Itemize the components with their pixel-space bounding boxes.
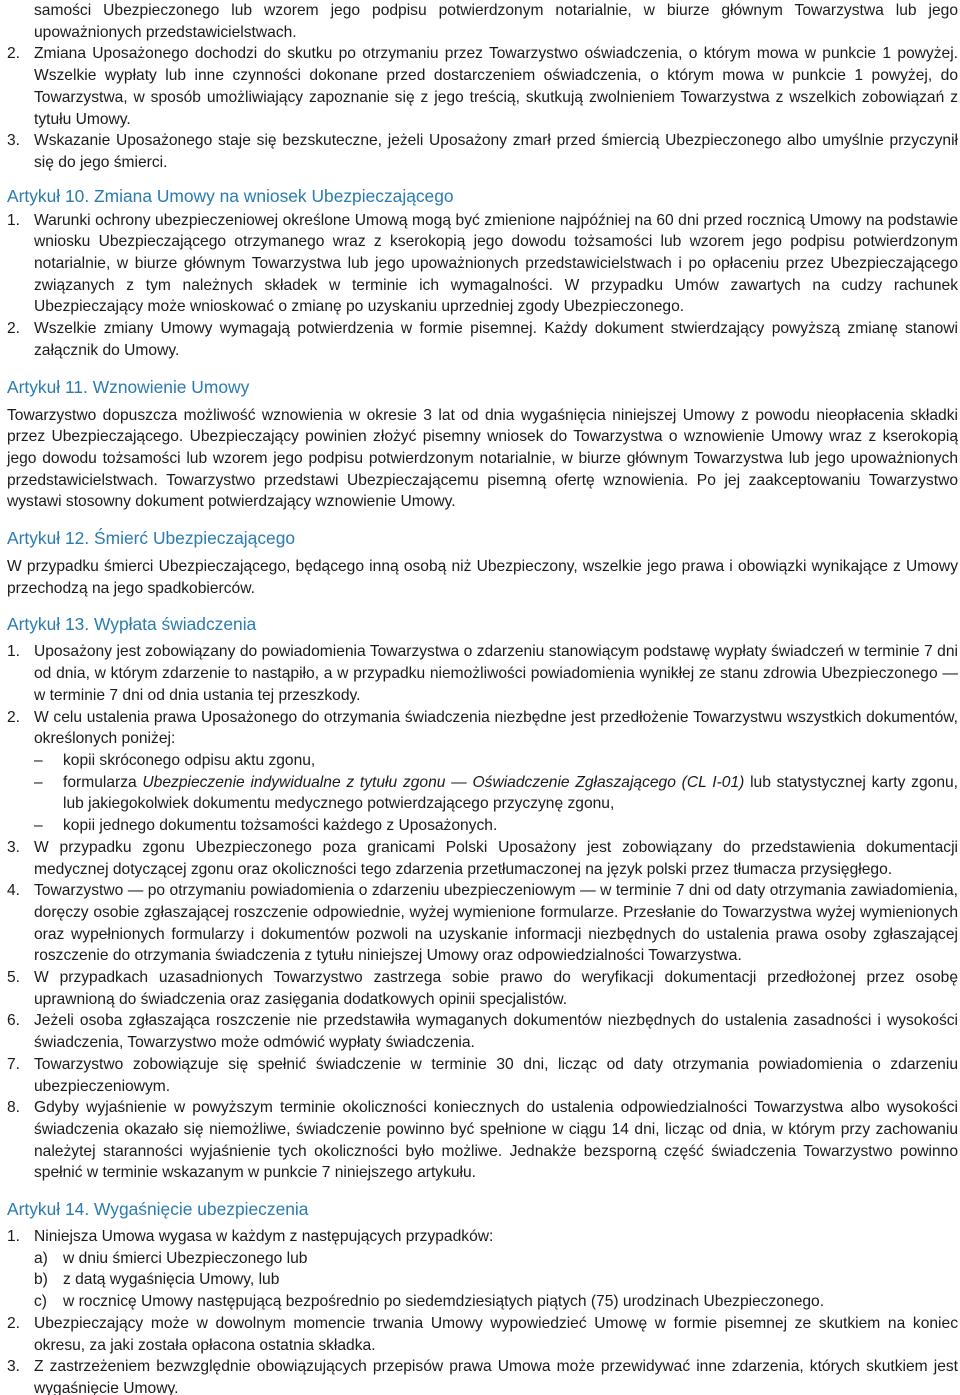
list-item xyxy=(7,967,958,1010)
item-text: W przypadkach uzasadnionych Towarzystwo zastrzega sobie prawo do weryfikacji dokumentacji przedłożonej przez osobę uprawnioną do świadczenia oraz zasięgania dodatkowych opinii specjalistów. xyxy=(34,969,958,1008)
item-number: 2. xyxy=(7,1314,21,1332)
intro-list xyxy=(7,43,958,173)
required-documents-list xyxy=(7,750,958,837)
item-number: 5. xyxy=(7,969,21,987)
list-item xyxy=(7,1226,958,1248)
item-number: 3. xyxy=(7,838,21,856)
item-number: 1. xyxy=(7,643,21,661)
article-14-heading xyxy=(7,1198,958,1220)
expiry-cases-list xyxy=(7,1248,958,1313)
dash-marker: – xyxy=(34,751,43,769)
item-number: 8. xyxy=(7,1099,21,1117)
item-number: 2. xyxy=(7,320,21,338)
article-11-heading xyxy=(7,376,958,398)
list-item xyxy=(7,641,958,706)
item-text: W celu ustalenia prawa Uposażonego do otrzymania świadczenia niezbędne jest przedłożenie Towarzystwu wszystkich dokumentów, określonych poniżej: xyxy=(34,708,958,748)
article-13-heading xyxy=(7,613,958,635)
list-item xyxy=(7,772,958,815)
list-item xyxy=(7,1097,958,1184)
article-number: Artykuł 14. xyxy=(7,1199,90,1220)
article-title: Wygaśnięcie ubezpieczenia xyxy=(94,1199,309,1220)
item-number: 7. xyxy=(7,1055,21,1073)
list-item xyxy=(7,750,958,772)
article-14-list-continued xyxy=(7,1313,958,1395)
text-suffix: lub statystycznej karty zgonu, lub jakiegokolwiek dokumentu medycznego potwierdzającego przyczynę zgonu, xyxy=(63,773,958,813)
item-text: w dniu śmierci Ubezpieczonego lub xyxy=(63,1249,308,1267)
item-text: Uposażony jest zobowiązany do powiadomienia Towarzystwa o zdarzeniu stanowiącym podstawę wypłaty świadczeń w terminie 7 dni od dnia, w którym zdarzenie to nastąpiło, a w przypadku niemożliwości powiadomienia wynikłej ze stanu zdrowia Ubezpieczonego — w terminie 7 dni od dnia ustania tej przeszkody. xyxy=(34,643,958,704)
item-text xyxy=(63,772,958,815)
item-number: 2. xyxy=(7,45,21,63)
article-title: Zmiana Umowy na wniosek Ubezpieczającego xyxy=(94,185,454,206)
item-text: Warunki ochrony ubezpieczeniowej określone Umową mogą być zmienione najpóźniej na 60 dni przed rocznicą Umowy na podstawie wniosku Ubezpieczającego otrzymanego wraz z kserokopią jego dowodu tożsamości lub wzorem jego podpisu potwierdzonym notarialnie, w biurze głównym Towarzystwa lub jego upoważnionych przedstawicielstwach i po opłaceniu przez Ubezpieczającego związanych z tym należnych składek w terminie ich wymagalności. W przypadku Umów zawartych na cudzy rachunek Ubezpieczający może wnioskować o zmianę po uzyskaniu uprzedniej zgody Ubezpieczonego. xyxy=(34,211,958,316)
list-item xyxy=(7,1010,958,1053)
form-name: Ubezpieczenie indywidualne z tytułu zgonu — Oświadczenie Zgłaszającego (CL I-01) xyxy=(142,773,745,791)
text-prefix: formularza xyxy=(63,773,143,791)
item-text: Ubezpieczający może w dowolnym momencie trwania Umowy wypowiedzieć Umowę w formie pisemnej ze skutkiem na koniec okresu, za jaki została opłacona ostatnia składka. xyxy=(34,1314,958,1354)
item-text: Zmiana Uposażonego dochodzi do skutku po otrzymaniu przez Towarzystwo oświadczenia, o którym mowa w punkcie 1 powyżej. Wszelkie wypłaty lub inne czynności dokonane przed dostarczeniem oświadczenia, o którym mowa w punkcie 1 powyżej, do Towarzystwa, w sposób umożliwiający zapoznanie się z jego treścią, skutkują zwolnieniem Towarzystwa z wszelkich zobowiązań z tytułu Umowy. xyxy=(34,45,958,128)
list-item xyxy=(7,130,958,173)
item-number: 1. xyxy=(7,211,21,229)
item-text: kopii skróconego odpisu aktu zgonu, xyxy=(63,751,316,769)
article-number: Artykuł 11. xyxy=(7,376,88,397)
item-text: Jeżeli osoba zgłaszająca roszczenie nie przedstawiła wymaganych dokumentów niezbędnych do ustalenia zasadności i wysokości świadczenia, Towarzystwo może odmówić wypłaty świadczenia. xyxy=(34,1012,958,1052)
list-item xyxy=(7,1291,958,1313)
letter-marker: c) xyxy=(34,1293,47,1311)
item-number: 4. xyxy=(7,882,21,900)
item-text: Niniejsza Umowa wygasa w każdym z następujących przypadków: xyxy=(34,1228,494,1246)
item-text: Gdyby wyjaśnienie w powyższym terminie okoliczności koniecznych do ustalenia odpowiedzialności Towarzystwa albo wysokości świadczenia okazało się niemożliwe, świadczenie powinno być spełnione w ciągu 14 dni, licząc od dnia, w którym przy zachowaniu należytej staranności wyjaśnienie tych okoliczności było możliwe. Jednakże bezsporną część świadczenia Towarzystwo powinno spełnić w terminie wskazanym w punkcie 7 niniejszego artykułu. xyxy=(34,1099,958,1182)
item-text: Wskazanie Uposażonego staje się bezskuteczne, jeżeli Uposażony zmarł przed śmiercią Ubezpieczonego albo umyślnie przyczynił się do jego śmierci. xyxy=(34,132,958,171)
article-title: Wznowienie Umowy xyxy=(92,376,250,397)
item-number: 3. xyxy=(7,132,21,150)
list-item xyxy=(7,1356,958,1395)
article-number: Artykuł 13. xyxy=(7,614,90,635)
list-item xyxy=(7,837,958,880)
list-item xyxy=(7,707,958,750)
article-13-list xyxy=(7,641,958,750)
list-item xyxy=(7,1054,958,1097)
list-item xyxy=(7,880,958,967)
letter-marker: b) xyxy=(34,1271,48,1289)
article-12-heading xyxy=(7,527,958,549)
article-12-text: W przypadku śmierci Ubezpieczającego, będącego inną osobą niż Ubezpieczony, wszelkie jego prawa i obowiązki wynikające z Umowy przechodzą na jego spadkobierców. xyxy=(7,558,958,597)
item-text: W przypadku zgonu Ubezpieczonego poza granicami Polski Uposażony jest zobowiązany do przedstawienia dokumentacji medycznej dotyczącej zgonu oraz okoliczności tego zdarzenia przetłumaczonej na język polski przez tłumacza przysięgłego. xyxy=(34,838,958,878)
list-item xyxy=(7,43,958,130)
intro-continuation xyxy=(7,0,958,43)
item-text: Z zastrzeżeniem bezwzględnie obowiązujących przepisów prawa Umowa może przewidywać inne zdarzenia, których skutkiem jest wygaśnięcie Umowy. xyxy=(34,1358,958,1395)
list-item xyxy=(7,1313,958,1356)
intro-cont-text: samości Ubezpieczonego lub wzorem jego podpisu potwierdzonym notarialnie, w biurze głównym Towarzystwa lub jego upoważnionych przedstawicielstwach. xyxy=(34,2,958,41)
article-14-list xyxy=(7,1226,958,1248)
dash-marker: – xyxy=(34,817,43,835)
list-item xyxy=(7,210,958,319)
item-number: 6. xyxy=(7,1012,21,1030)
item-number: 1. xyxy=(7,1228,21,1246)
item-text: kopii jednego dokumentu tożsamości każdego z Uposażonych. xyxy=(63,817,498,835)
list-item xyxy=(7,318,958,361)
letter-marker: a) xyxy=(34,1249,48,1267)
article-number: Artykuł 10. xyxy=(7,185,90,206)
item-text: Wszelkie zmiany Umowy wymagają potwierdzenia w formie pisemnej. Każdy dokument stwierdzający powyższą zmianę stanowi załącznik do Umowy. xyxy=(34,320,958,359)
article-title: Wypłata świadczenia xyxy=(94,614,257,635)
item-text: Towarzystwo zobowiązuje się spełnić świadczenie w terminie 30 dni, licząc od daty otrzymania powiadomienia o zdarzeniu ubezpieczeniowym. xyxy=(34,1055,958,1095)
article-title: Śmierć Ubezpieczającego xyxy=(94,528,296,549)
item-text: z datą wygaśnięcia Umowy, lub xyxy=(63,1271,280,1289)
item-text: w rocznicę Umowy następującą bezpośrednio po siedemdziesiątych piątych (75) urodzinach Ubezpieczonego. xyxy=(63,1293,825,1311)
article-number: Artykuł 12. xyxy=(7,528,90,549)
dash-marker: – xyxy=(34,773,43,791)
list-item xyxy=(7,1248,958,1270)
item-number: 3. xyxy=(7,1358,21,1376)
article-13-list-continued xyxy=(7,837,958,1184)
list-item xyxy=(7,815,958,837)
item-text: Towarzystwo — po otrzymaniu powiadomienia o zdarzeniu ubezpieczeniowym — w terminie 7 dni od daty otrzymania zawiadomienia, doręczy osobie zgłaszającej roszczenie odpowiednie, wyżej wymienione formularze. Przesłanie do Towarzystwa wyżej wymienionych oraz wypełnionych formularzy i dokumentów pozwoli na uzyskanie informacji niezbędnych do ustalenia prawa osoby zgłaszającej roszczenie do otrzymania świadczenia z tytułu niniejszej Umowy oraz odpowiedzialności Towarzystwa. xyxy=(34,882,958,965)
item-number: 2. xyxy=(7,708,21,726)
list-item xyxy=(7,1269,958,1291)
article-10-list xyxy=(7,210,958,362)
article-10-heading xyxy=(7,185,958,207)
article-11-text: Towarzystwo dopuszcza możliwość wznowienia w okresie 3 lat od dnia wygaśnięcia niniejszej Umowy z powodu nieopłacenia składki przez Ubezpieczającego. Ubezpieczający powinien złożyć pisemny wniosek do Towarzystwa o wznowienie Umowy wraz z kserokopią jego dowodu tożsamości lub wzorem jego podpisu potwierdzonym notarialnie, w biurze głównym Towarzystwa lub jego upoważnionych przedstawicielstwach. Towarzystwo przedstawi Ubezpieczającemu pisemną ofertę wznowienia. Po jej zaakceptowaniu Towarzystwo wystawi stosowny dokument potwierdzający wznowienie Umowy. xyxy=(7,406,958,511)
